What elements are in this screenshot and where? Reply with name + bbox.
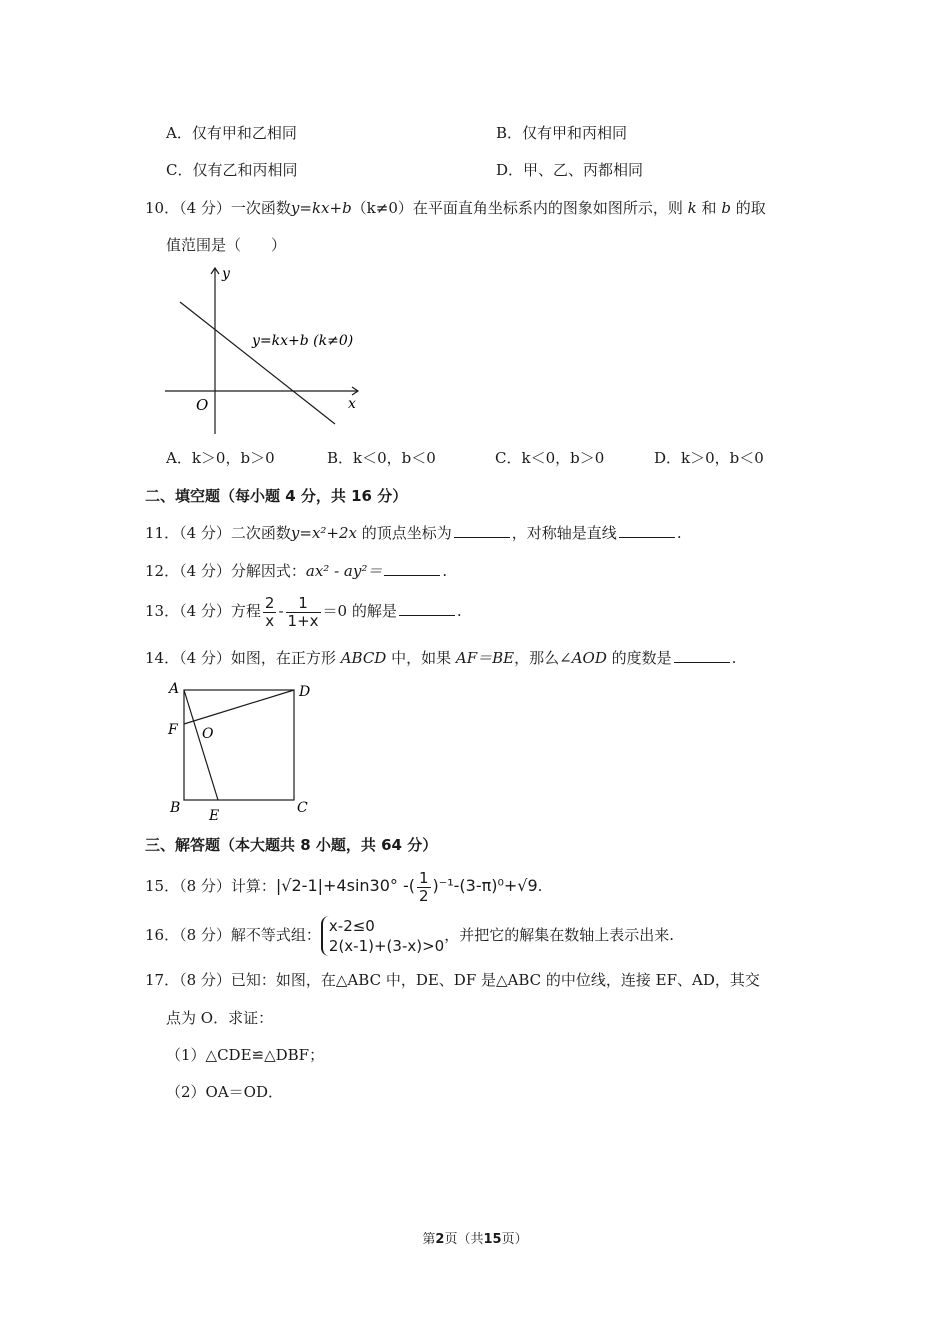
q11: 11．（4 分）二次函数y=x²+2x 的顶点坐标为 ，对称轴是直线 . bbox=[145, 524, 682, 542]
function-label: y=kx+b (k≠0) bbox=[252, 333, 354, 349]
q10-line2: 值范围是（ ） bbox=[166, 236, 287, 254]
label-c: C bbox=[297, 800, 308, 816]
segment-fd bbox=[184, 690, 294, 724]
label-a: A bbox=[169, 681, 180, 697]
section3-title: 三、解答题（本大题共 8 小题，共 64 分） bbox=[145, 836, 438, 854]
q12-blank bbox=[384, 561, 440, 576]
origin-label: O bbox=[196, 396, 209, 414]
q13-blank bbox=[399, 601, 455, 616]
q13-fraction-2: $\frac{1}{1+x}$ bbox=[287, 593, 319, 630]
label-f: F bbox=[168, 722, 178, 738]
q13-fraction-1: $\frac{2}{x}$ bbox=[264, 593, 275, 630]
q15-fraction: $\frac{1}{2}$ bbox=[418, 868, 429, 905]
q10-option-b: B．k＜0，b＜0 bbox=[327, 449, 436, 467]
q10-option-d: D．k＞0，b＜0 bbox=[654, 449, 764, 467]
y-axis-label: y bbox=[222, 266, 230, 282]
q9-option-c: C．仅有乙和丙相同 bbox=[166, 161, 298, 179]
q14-square-figure bbox=[160, 676, 330, 826]
q9-option-d: D．甲、乙、丙都相同 bbox=[496, 161, 644, 179]
q11-blank-2 bbox=[619, 523, 675, 538]
segment-ae bbox=[184, 690, 218, 800]
label-o: O bbox=[202, 726, 214, 742]
label-d: D bbox=[299, 684, 311, 700]
q11-blank-1 bbox=[454, 523, 510, 538]
q17-part1: （1）△CDE≌△DBF； bbox=[166, 1046, 325, 1064]
q9-option-b: B．仅有甲和丙相同 bbox=[496, 124, 628, 142]
q16-inequality-system: x-2≤0 2(x-1)+(3-x)>0 bbox=[321, 916, 444, 956]
q15: 15．（8 分）计算：|√2-1|+4sin30° -( $\frac{1}{2}$ )⁻¹-(3-π)⁰+√9. bbox=[145, 868, 543, 905]
label-b: B bbox=[170, 800, 181, 816]
q14: 14．（4 分）如图，在正方形 ABCD 中，如果 AF＝BE，那么∠AOD 的度数是 . bbox=[145, 649, 737, 667]
q10-graph bbox=[160, 262, 370, 442]
label-e: E bbox=[209, 808, 220, 824]
q12: 12．（4 分）分解因式：ax² - ay²＝ . bbox=[145, 562, 448, 580]
q9-option-a: A．仅有甲和乙相同 bbox=[166, 124, 297, 142]
q14-blank bbox=[674, 648, 730, 663]
q10-option-c: C．k＜0，b＞0 bbox=[495, 449, 605, 467]
q17-line1: 17．（8 分）已知：如图，在△ABC 中，DE、DF 是△ABC 的中位线，连接 EF、AD，其交 bbox=[145, 971, 760, 989]
q16: 16．（8 分）解不等式组： x-2≤0 2(x-1)+(3-x)>0 ，并把它的解集在数轴上表示出来. bbox=[145, 917, 674, 955]
x-axis-label: x bbox=[348, 396, 356, 412]
q17-part2: （2）OA＝OD． bbox=[166, 1083, 283, 1101]
q17-line2: 点为 O．求证： bbox=[166, 1009, 274, 1027]
q13: 13．（4 分）方程 $\frac{2}{x}$ - $\frac{1}{1+x}$ ＝0 的解是 . bbox=[145, 593, 462, 630]
section2-title: 二、填空题（每小题 4 分，共 16 分） bbox=[145, 487, 408, 505]
q10-option-a: A．k＞0，b＞0 bbox=[166, 449, 275, 467]
page-footer: 第2页（共15页） bbox=[422, 1232, 528, 1247]
q10-line1: 10．（4 分）一次函数y=kx+b（k≠0）在平面直角坐标系内的图象如图所示，则 k 和 b 的取 bbox=[145, 199, 766, 217]
